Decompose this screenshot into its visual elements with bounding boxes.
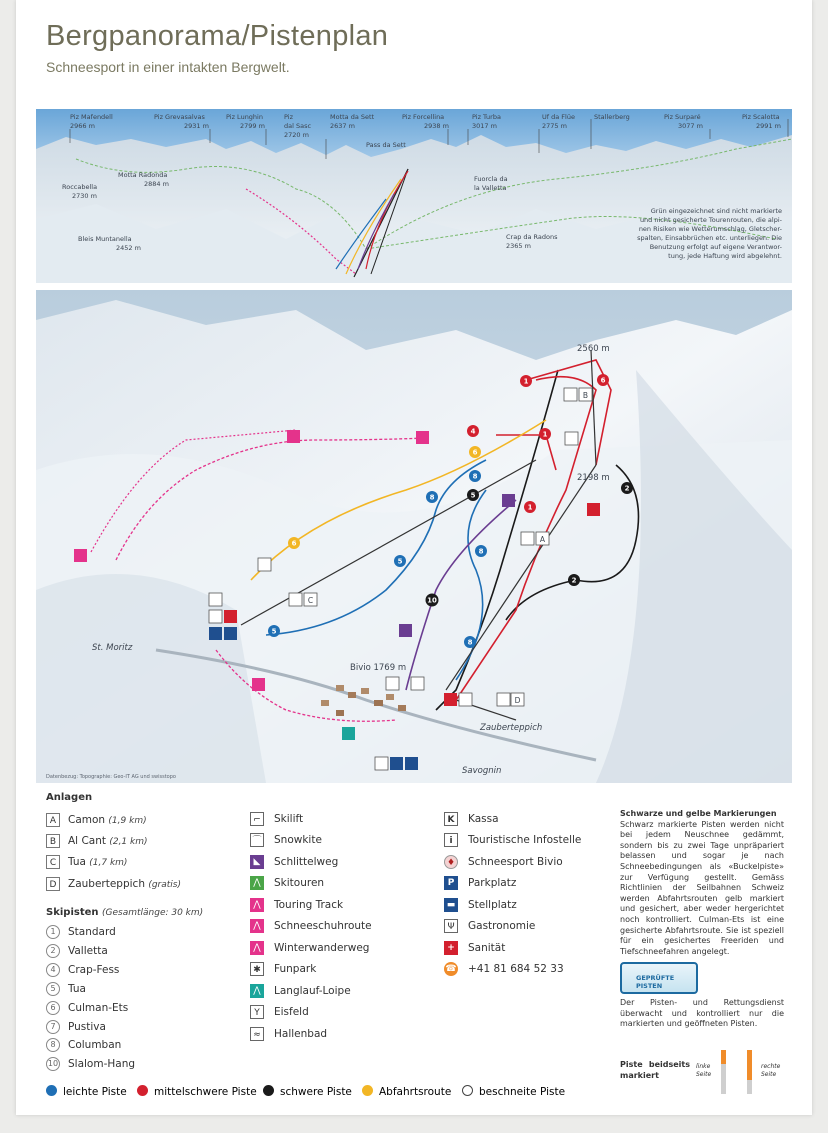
savognin-label: Savognin: [462, 766, 502, 776]
right-pole: [747, 1080, 752, 1094]
note-line: tung, jede Haftung wird abgelehnt.: [668, 252, 782, 260]
symbol-row: [250, 831, 322, 849]
piste-legend-row: [46, 1055, 135, 1073]
difficulty-label: Abfahrtsroute: [379, 1086, 452, 1098]
difficulty-snowmaking: [462, 1085, 565, 1098]
piste-number-label: 1: [527, 503, 533, 512]
muntanela-alt: 2452 m: [116, 244, 141, 252]
piste-legend-row: [46, 1018, 106, 1036]
pisten-heading: Skipisten: [46, 907, 99, 918]
symbol-row: [250, 874, 324, 892]
piste-key: 8: [46, 1038, 60, 1052]
piste-number-label: 8: [467, 638, 473, 647]
lift-legend-row: [46, 832, 148, 850]
lift-length: (1,7 km): [89, 858, 128, 868]
left-pole-top: [721, 1050, 726, 1064]
symbol-label: Eisfeld: [274, 1006, 309, 1018]
piste-number-label: 6: [291, 539, 297, 548]
peak-alt: 2637 m: [330, 122, 355, 130]
peak-alt: 2991 m: [756, 122, 781, 130]
markings-info: [620, 809, 784, 957]
symbol-row[interactable]: [444, 960, 564, 978]
piste-key: 1: [46, 925, 60, 939]
note-line: nen Risiken wie Wetterumschlag, Gletscher-: [638, 225, 782, 233]
skilift-icon: [289, 593, 302, 606]
peak-alt: 2799 m: [240, 122, 265, 130]
markings-heading: Schwarze und gelbe Markierungen: [620, 809, 777, 818]
piste-number-label: 8: [472, 472, 478, 481]
blue-dot-icon: [46, 1085, 57, 1096]
restaurant-icon: [386, 677, 399, 690]
black-dot-icon: [263, 1085, 274, 1096]
sled-icon: [399, 624, 412, 637]
symbol-row: [444, 831, 581, 849]
peak-alt: 3077 m: [678, 122, 703, 130]
piste-map: [36, 290, 792, 783]
lift-key: D: [46, 877, 60, 891]
fuorcla-label-2: la Valletta: [474, 184, 507, 192]
symbol-label: Touristische Infostelle: [468, 834, 582, 846]
piste-legend-row: [46, 923, 116, 941]
peak-label: Piz: [284, 113, 293, 121]
first-aid-icon: +: [444, 941, 458, 955]
first-aid-icon: [224, 610, 237, 623]
peak-label: Piz Scalotta: [742, 113, 780, 121]
pisten-subheading: (Gesamtlänge: 30 km): [101, 908, 204, 918]
first-aid-icon: [587, 503, 600, 516]
lift-name: Tua: [68, 856, 86, 868]
touring-track-icon: [287, 430, 300, 443]
phone-icon: ☎: [445, 964, 457, 974]
camper-icon: [209, 627, 222, 640]
symbol-row: [444, 810, 499, 828]
piste-legend-row: [46, 980, 86, 998]
peak-label: Motta da Sett: [330, 113, 375, 121]
peak-label: Piz Turba: [472, 113, 501, 121]
symbol-row: [444, 853, 563, 871]
symbol-label: Gastronomie: [468, 920, 536, 932]
st-moritz-label: St. Moritz: [92, 643, 133, 653]
symbol-label: Sanität: [468, 942, 506, 954]
indoor-pool-icon: ≈: [250, 1027, 264, 1041]
piste-name: Standard: [68, 926, 116, 938]
symbol-label: Touring Track: [274, 899, 344, 911]
legend-column-activities: [250, 810, 440, 1050]
peak-alt: dal Sasc: [284, 122, 312, 130]
lift-legend-row: [46, 853, 127, 871]
lift-d-letter: D: [514, 696, 521, 705]
lift-length: (2,1 km): [109, 837, 148, 847]
difficulty-hard: [263, 1085, 352, 1098]
motta-alt: 2884 m: [144, 180, 169, 188]
piste-number-label: 2: [571, 576, 577, 585]
snowkite-icon: [258, 558, 271, 571]
lift-key: C: [46, 855, 60, 869]
skilift-icon: ⌐: [250, 812, 264, 826]
first-aid-icon: [444, 693, 457, 706]
difficulty-label: beschneite Piste: [479, 1086, 566, 1098]
piste-name: Crap-Fess: [68, 964, 120, 976]
lift-key: B: [46, 834, 60, 848]
piste-key: 4: [46, 963, 60, 977]
lift-c-letter: C: [307, 596, 314, 605]
piste-name: Columban: [68, 1039, 122, 1051]
touring-track-icon: ⋀: [250, 898, 264, 912]
pass-label: Pass da Sett: [366, 141, 406, 149]
symbol-label: Schneesport Bivio: [468, 856, 563, 868]
roccabella-label: Roccabella: [62, 183, 98, 191]
symbol-row: [250, 939, 369, 957]
piste-key: 2: [46, 944, 60, 958]
cross-country-icon: ⋀: [250, 984, 264, 998]
winter-hike-icon: [74, 549, 87, 562]
symbol-row: [250, 1003, 309, 1021]
note-line: Grün eingezeichnet sind nicht markierte: [650, 207, 782, 215]
ticket-office-icon: [375, 757, 388, 770]
anlagen-heading: Anlagen: [46, 792, 93, 803]
sled-icon: ◣: [250, 855, 264, 869]
piste-key: 6: [46, 1001, 60, 1015]
phone-number[interactable]: +41 81 684 52 33: [468, 963, 564, 975]
parking-icon: [405, 757, 418, 770]
restaurant-icon: Ψ: [444, 919, 458, 933]
piste-legend-row: [46, 999, 128, 1017]
symbol-row: [250, 917, 372, 935]
markings-text: Schwarz markierte Pisten werden nicht bei jedem Neuschnee gedämmt, sondern bis zu zwei Tage unpräpariert belassen und sogar je nach Schneebedingungen als «Buckelpiste» zur Verfügung gestellt. Gemäss Richtlinien der Seilbahnen Schweiz werden Abfahrtsrouten gelb markiert und gesichert, aber weder hergerichtet noch kontrolliert. Culman-Ets ist eine gesicherte Abfahrtsroute. Sie ist speziell für ein gesichertes Freeriden und Tiefschneefahren angelegt.: [620, 819, 784, 956]
symbol-label: Stellplatz: [468, 899, 517, 911]
lift-length: (1,9 km): [108, 816, 147, 826]
motta-label: Motta Radonda: [118, 171, 168, 179]
lift-name: Zauberteppich: [68, 878, 145, 890]
piste-number-label: 4: [470, 427, 476, 436]
peak-alt: 2775 m: [542, 122, 567, 130]
piste-name: Valletta: [68, 945, 108, 957]
symbol-row: [444, 896, 517, 914]
ski-school-icon: ♦: [444, 855, 458, 869]
lift-name: Al Cant: [68, 835, 106, 847]
piste-number-label: 5: [470, 491, 476, 500]
parking-icon: P: [444, 876, 458, 890]
crap-alt: 2365 m: [506, 242, 531, 250]
skilift-icon: [564, 388, 577, 401]
piste-name: Slalom-Hang: [68, 1058, 136, 1070]
piste-legend-row: [46, 1036, 121, 1054]
zauberteppich-label: Zauberteppich: [480, 723, 543, 733]
fuorcla-label: Fuorcla da: [474, 175, 508, 183]
panorama-panel: [36, 109, 792, 283]
checked-pistes-badge: [620, 962, 698, 994]
ticket-office-icon: [209, 610, 222, 623]
symbol-label: Skitouren: [274, 877, 325, 889]
peak-alt: 2931 m: [184, 122, 209, 130]
right-pole-top: [747, 1050, 752, 1080]
peak-alt: 3017 m: [472, 122, 497, 130]
symbol-label: Winterwanderweg: [274, 942, 370, 954]
restaurant-icon: [411, 677, 424, 690]
piste-number-label: 5: [271, 627, 277, 636]
difficulty-label: leichte Piste: [63, 1086, 127, 1098]
symbol-label: Snowkite: [274, 834, 322, 846]
difficulty-label: mittelschwere Piste: [154, 1086, 257, 1098]
muntanela-label: Bleis Muntanella: [78, 235, 132, 243]
piste-number-label: 6: [600, 376, 606, 385]
summit-label: 2560 m: [577, 344, 610, 354]
page: [16, 0, 812, 1115]
peak-label: Stallerberg: [594, 113, 630, 121]
left-pole: [721, 1064, 726, 1094]
legend-column-services: [444, 810, 624, 990]
symbol-row: [444, 874, 516, 892]
tourist-info-icon: [390, 757, 403, 770]
peak-label: Uf da Flüe: [542, 113, 575, 121]
funpark-icon: ✱: [250, 962, 264, 976]
piste-legend-row: [46, 961, 119, 979]
panorama-drawing: [36, 109, 792, 283]
difficulty-route: [362, 1085, 451, 1098]
skilift-icon: [497, 693, 510, 706]
piste-name: Tua: [68, 983, 86, 995]
middle-station-label: 2198 m: [577, 473, 610, 483]
symbol-label: Parkplatz: [468, 877, 517, 889]
lift-legend-row: [46, 875, 181, 893]
piste-name: Pustiva: [68, 1021, 106, 1033]
piste-number-label: 1: [523, 377, 529, 386]
difficulty-label: schwere Piste: [280, 1086, 352, 1098]
piste-number-label: 1: [542, 430, 548, 439]
symbol-label: Schlittelweg: [274, 856, 339, 868]
camper-icon: ▬: [444, 898, 458, 912]
peak-label: Piz Lunghin: [226, 113, 263, 121]
white-dot-icon: [462, 1085, 473, 1096]
lift-name: Camon: [68, 814, 106, 826]
skitour-icon: ⋀: [250, 876, 264, 890]
skilift-icon: [521, 532, 534, 545]
symbol-row: [444, 917, 535, 935]
red-dot-icon: [137, 1085, 148, 1096]
funpark-icon: [565, 432, 578, 445]
snowkite-icon: ⌒: [250, 833, 264, 847]
difficulty-easy: [46, 1085, 127, 1098]
piste-key: 10: [46, 1057, 60, 1071]
piste-number-label: 2: [624, 484, 630, 493]
piste-number-label: 5: [397, 557, 403, 566]
peak-alt: 2938 m: [424, 122, 449, 130]
piste-number-label: 8: [429, 493, 435, 502]
sled-icon: [502, 494, 515, 507]
piste-number-label: 8: [478, 547, 484, 556]
lift-key: A: [46, 813, 60, 827]
symbol-label: Skilift: [274, 813, 304, 825]
peak-label: Piz Grevasalvas: [154, 113, 205, 121]
cross-country-icon: [342, 727, 355, 740]
crap-label: Crap da Radons: [506, 233, 558, 241]
snowshoe-icon: [416, 431, 429, 444]
difficulty-medium: [137, 1085, 257, 1098]
right-side-label: rechte Seite: [761, 1063, 781, 1078]
left-side-label: linke Seite: [696, 1063, 712, 1078]
piste-name: Culman-Ets: [68, 1002, 129, 1014]
map-credit: Datenbezug: Topographie: Geo-IT AG und swisstopo: [46, 774, 176, 780]
touring-track-icon: [252, 678, 265, 691]
note-line: spalten, Einsabbrüchen etc. unterliegen. Die: [637, 234, 782, 242]
lift-length: (gratis): [148, 880, 181, 890]
peak-label: Piz Surparé: [664, 113, 701, 121]
parking-icon: [224, 627, 237, 640]
pisten-heading-row: [46, 904, 203, 922]
peak-label: Piz Forcellina: [402, 113, 445, 121]
symbol-row: [250, 853, 338, 871]
lift-b-letter: B: [582, 391, 589, 400]
winter-hike-icon: ⋀: [250, 941, 264, 955]
peak-alt: 2966 m: [70, 122, 95, 130]
ticket-office-icon: [459, 693, 472, 706]
checked-pistes-text: Der Pisten- und Rettungsdienst überwacht und kontrolliert nur die markierten und geöffneten Pisten.: [620, 998, 784, 1029]
piste-key: 5: [46, 982, 60, 996]
piste-legend-row: [46, 942, 108, 960]
badge-label: GEPRÜFTE PISTEN: [636, 974, 675, 990]
restaurant-icon: [209, 593, 222, 606]
piste-key: 7: [46, 1020, 60, 1034]
symbol-row: [250, 810, 303, 828]
symbol-row: [444, 939, 505, 957]
symbol-label: Hallenbad: [274, 1028, 328, 1040]
symbol-label: Langlauf-Loipe: [274, 985, 351, 997]
ticket-office-icon: K: [444, 812, 458, 826]
lift-a-letter: A: [539, 535, 546, 544]
symbol-row: [250, 982, 351, 1000]
snowshoe-icon: ⋀: [250, 919, 264, 933]
piste-number-label: 10: [427, 596, 437, 605]
symbol-row: [250, 1025, 327, 1043]
yellow-dot-icon: [362, 1085, 373, 1096]
note-line: und nicht gesicherte Tourenrouten, die alpi-: [639, 216, 782, 224]
village-label: Bivio 1769 m: [350, 663, 407, 673]
piste-map-drawing: [36, 290, 792, 783]
marked-title: Piste beidseits markiert: [620, 1060, 690, 1080]
legend-column-lifts: [46, 792, 266, 1092]
symbol-row: [250, 960, 316, 978]
lift-legend-row: [46, 811, 147, 829]
ice-rink-icon: Y: [250, 1005, 264, 1019]
peak-label: Piz Mafendell: [70, 113, 113, 121]
page-title: Bergpanorama/Pistenplan: [46, 20, 389, 52]
symbol-row: [250, 896, 343, 914]
note-line: Benutzung erfolgt auf eigene Verantwor-: [649, 243, 782, 251]
symbol-label: Kassa: [468, 813, 499, 825]
peak-alt: 2720 m: [284, 131, 309, 139]
roccabella-alt: 2730 m: [72, 192, 97, 200]
symbol-label: Schneeschuhroute: [274, 920, 372, 932]
tourist-info-icon: i: [444, 833, 458, 847]
piste-number-label: 6: [472, 448, 478, 457]
symbol-label: Funpark: [274, 963, 317, 975]
page-subtitle: Schneesport in einer intakten Bergwelt.: [46, 59, 290, 75]
